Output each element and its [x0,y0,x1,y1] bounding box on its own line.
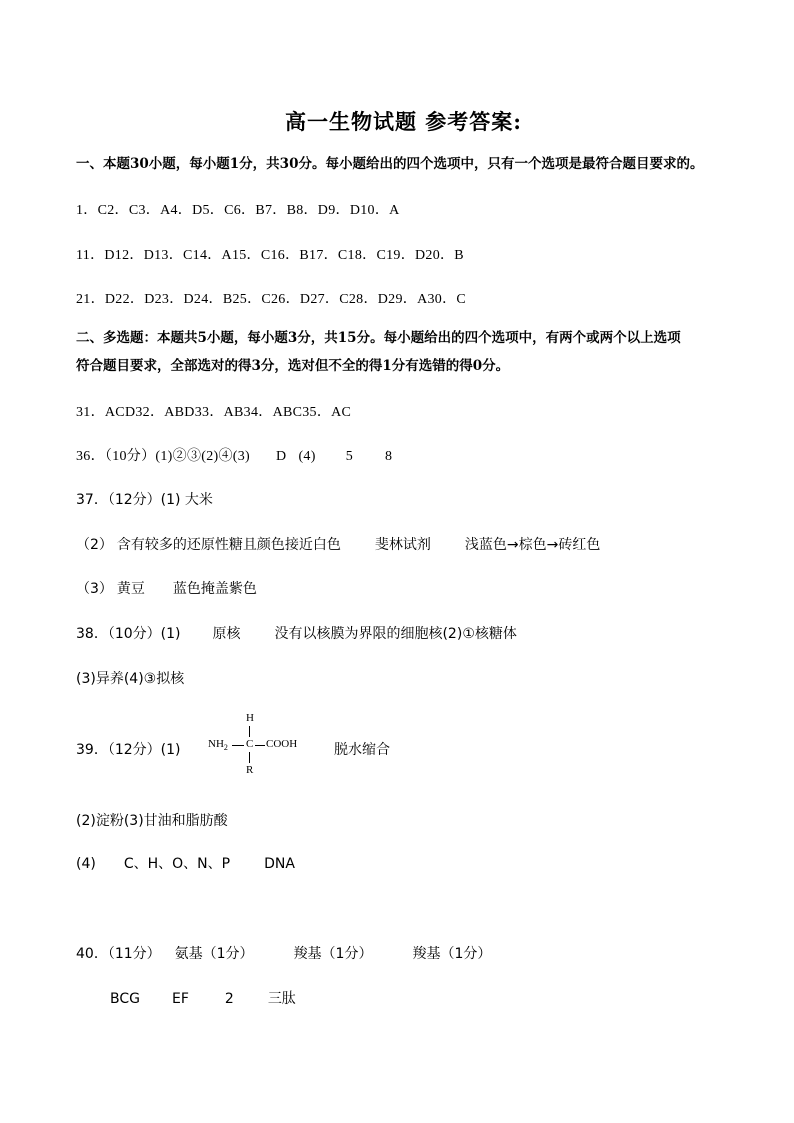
q38-circled-answer: ③ [143,671,157,687]
q38-answer: 核糖体 [474,626,517,642]
structure-cooh-label: COOH [266,738,298,750]
q36-part-label: (4) [298,449,316,464]
structure-bond [255,745,265,746]
section1-header: 一、本题30小题，每小题1分，共30分。每小题给出的四个选项中，只有一个选项是最符合题目要求的。 [76,156,704,172]
structure-r-label: R [246,764,254,776]
q36-answer: 8 [385,449,393,464]
q38-circled-answer: ① [462,626,475,642]
answer-row-31-35: 31．ACD32．ABD33．AB34．ABC35．AC [76,405,352,420]
section2-header-line1: 二、多选题：本题共5小题，每小题3分，共15分。每小题给出的四个选项中，有两个或两个以上选项 [76,330,681,346]
structure-bond [249,752,250,763]
amino-acid-structure [206,712,310,778]
structure-bond [232,745,244,746]
q36-prefix: 36．（10分）(1) [76,449,173,464]
q40-line2 [110,988,296,1008]
structure-nh2-label: $NH_2$ [208,738,228,753]
q39-part-label: (4) [76,856,96,872]
q40-answer: 羧基（1分） [412,946,492,962]
section2-header-line2: 符合题目要求，全部选对的得3分，选对但不全的得1分有选错的得0分。 [76,358,510,374]
q38-answer: 拟核 [156,671,185,687]
q37-line2 [76,534,600,554]
q37-part-label: （2） [76,537,113,553]
q39-answer: 脱水缩合 [334,742,390,758]
q40-answer: 氨基（1分） [174,946,254,962]
answer-row-21-30: 21．D22．D23．D24．B25．C26．D27．C28．D29．A30．C [76,292,467,307]
answer-row-11-20: 11．D12．D13．C14．A15．C16．B17．C18．C19．D20．B [76,248,464,263]
q37-answer: 含有较多的还原性糖且颜色接近白色 [116,537,341,553]
q38-answer: 没有以核膜为界限的细胞核(2) [274,626,463,642]
q36-line [76,445,392,465]
q38-answer: 原核 [212,626,241,642]
page-title: 高一生物试题 参考答案: [285,109,523,134]
q39-prefix: 39．（12分）(1) [76,742,181,758]
q40-answer: 2 [224,991,234,1007]
q39-answer: C、H、O、N、P [123,856,231,872]
q39-answer: DNA [264,856,295,872]
q36-answer: D [276,449,287,464]
q37-answer: 斐林试剂 [374,537,431,553]
q40-answer: 三肽 [267,991,296,1007]
answer-row-1-10: 1．C2．C3．A4．D5．C6．B7．B8．D9．D10．A [76,203,400,218]
q40-prefix: 40．（11分） [76,946,161,962]
q40-answer: EF [171,991,189,1007]
structure-h-label: H [246,712,254,724]
q38-line1 [76,623,517,643]
q36-part-label: (3) [232,449,251,464]
q38-answer: (3)异养(4) [76,671,144,687]
q37-answer: 黄豆 [116,581,145,597]
q36-part-label: (2) [201,449,219,464]
q37-answer: 蓝色掩盖紫色 [172,581,257,597]
q38-line2 [76,668,184,688]
q37-answer: 浅蓝色→棕色→砖红色 [464,537,601,553]
q37-part-label: （3） [76,581,113,597]
q39-line3 [76,853,295,873]
q36-circled-answer: ③ [186,449,202,464]
q37-line3 [76,578,257,598]
structure-bond [249,726,250,737]
q38-prefix: 38．（10分）(1) [76,626,181,642]
q36-answer: 5 [345,449,353,464]
q37-line1: 37．（12分）(1) 大米 [76,492,213,508]
q40-answer: BCG [110,991,140,1007]
q40-line1 [76,943,491,963]
q36-circled-answer: ② [172,449,187,464]
q39-line2: (2)淀粉(3)甘油和脂肪酸 [76,813,228,829]
q40-answer: 羧基（1分） [293,946,373,962]
q36-circled-answer: ④ [218,449,233,464]
structure-c-label: C [246,738,254,750]
